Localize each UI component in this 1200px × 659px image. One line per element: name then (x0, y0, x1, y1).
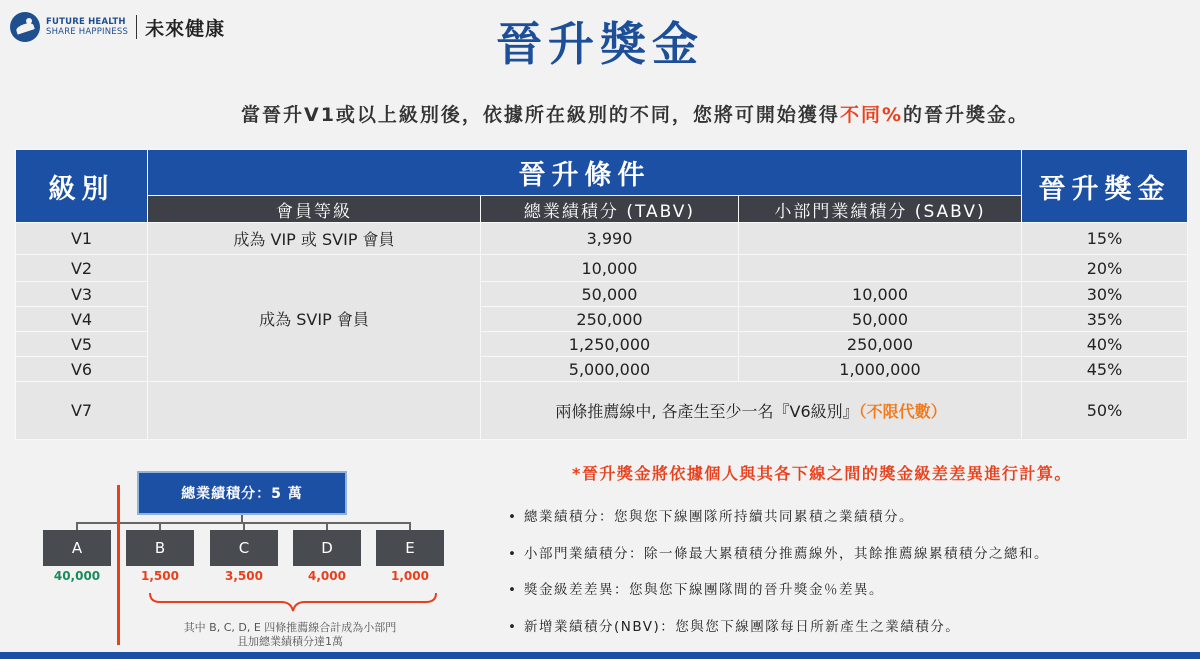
member-v1: 成為 VIP 或 SVIP 會員 (148, 223, 481, 255)
diagram-node-e: E (376, 530, 444, 566)
diagram-total: 總業績積分：5 萬 (137, 471, 347, 515)
subtitle-highlight: 不同% (839, 104, 903, 126)
tree-connector (243, 522, 245, 530)
table-row: V6 5,000,000 1,000,000 45% (16, 357, 1188, 382)
tree-connector (409, 522, 411, 530)
logo-chinese: 未來健康 (145, 17, 226, 40)
diagram-node-d: D (293, 530, 361, 566)
header-conditions: 晉升條件 (148, 150, 1022, 196)
header-bonus: 晉升獎金 (1022, 150, 1188, 223)
logo-english: FUTURE HEALTH SHARE HAPPINESS (46, 17, 129, 37)
footer-bar (0, 652, 1200, 659)
definitions-list (508, 505, 1188, 651)
list-item: • 總業績積分：您與您下線團隊所持續共同累積之業績積分。 (508, 505, 1188, 542)
bonus-calculation-note: *晉升獎金將依據個人與其各下線之間的獎金級差差異進行計算。 (572, 464, 1072, 483)
list-item: • 新增業績積分(NBV)：您與您下線團隊每日所新產生之業績積分。 (508, 615, 1188, 652)
diagram-node-b: B (126, 530, 194, 566)
table-row: V2 成為 SVIP 會員 10,000 20% (16, 255, 1188, 282)
divider-line (117, 485, 120, 645)
table-row: V7 兩條推薦線中, 各產生至少一名『V6級別』（不限代數） 50% (16, 382, 1188, 440)
member-svip: 成為 SVIP 會員 (148, 255, 481, 382)
v7-tag: （不限代數） (858, 402, 947, 421)
tree-connector (326, 522, 328, 530)
table-row: V3 50,000 10,000 30% (16, 282, 1188, 307)
tree-connector (159, 522, 161, 530)
diagram-value-d: 4,000 (308, 569, 346, 583)
example-diagram (0, 455, 480, 659)
list-item: • 獎金級差差異：您與您下線團隊間的晉升獎金％差異。 (508, 578, 1188, 615)
subheader-sabv: 小部門業績積分 (SABV) (739, 196, 1022, 223)
diagram-value-a: 40,000 (53, 569, 101, 583)
diagram-value-b: 1,500 (141, 569, 179, 583)
diagram-node-c: C (210, 530, 278, 566)
promotion-table (15, 149, 1188, 440)
diagram-value-c: 3,500 (225, 569, 263, 583)
diagram-node-a: A (43, 530, 111, 566)
v7-condition: 兩條推薦線中, 各產生至少一名『V6級別』（不限代數） (481, 382, 1022, 440)
subheader-tabv: 總業績積分 (TABV) (481, 196, 739, 223)
subheader-member: 會員等級 (148, 196, 481, 223)
table-row: V4 250,000 50,000 35% (16, 307, 1188, 332)
table-row: V5 1,250,000 250,000 40% (16, 332, 1188, 357)
page-title: 晉升獎金 (496, 17, 704, 71)
diagram-value-e: 1,000 (391, 569, 429, 583)
table-row: V1 成為 VIP 或 SVIP 會員 3,990 15% (16, 223, 1188, 255)
page-subtitle: 當晉升V1或以上級別後，依據所在級別的不同，您將可開始獲得不同%的晉升獎金。 (241, 104, 1029, 126)
header-level: 級別 (16, 150, 148, 223)
list-item: • 小部門業績積分：除一條最大累積積分推薦線外，其餘推薦線累積積分之總和。 (508, 542, 1188, 579)
group-bracket (148, 591, 438, 615)
diagram-note: 其中 B, C, D, E 四條推薦線合計成為小部門 且加總業績積分達1萬 (183, 621, 397, 648)
tree-connector (76, 522, 78, 530)
